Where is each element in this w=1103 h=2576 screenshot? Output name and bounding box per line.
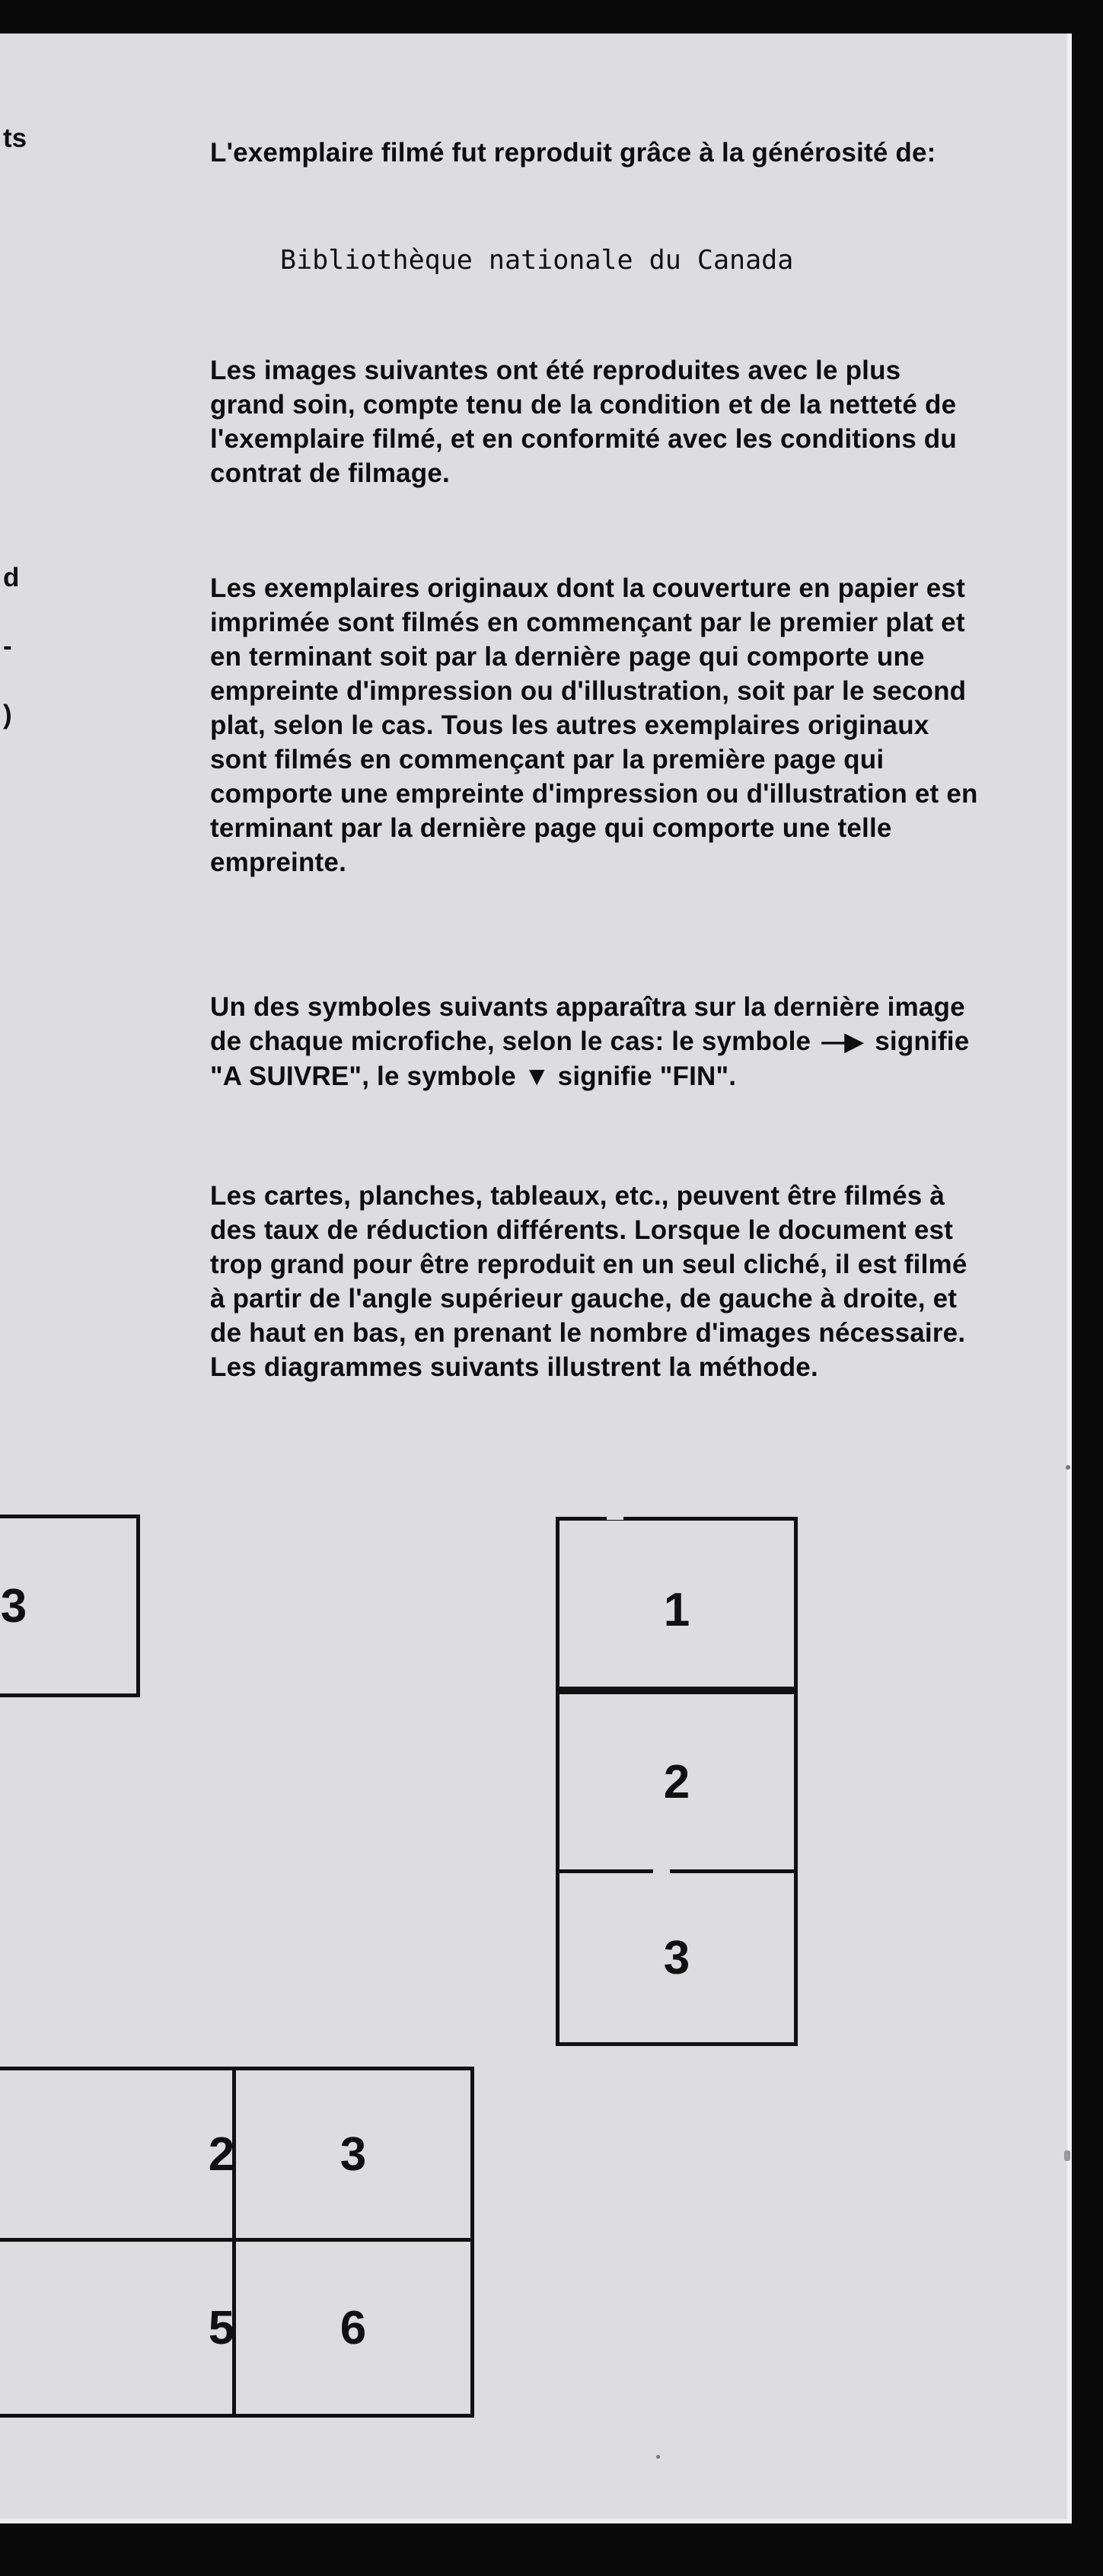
- paragraph-reproduction: Les images suivantes ont été reproduites avec le plus grand soin, compte tenu de la condition et de la netteté de l'exemplaire filmé, et en conformité avec les conditions du contrat de filmage.: [210, 356, 957, 488]
- diagram-frame: [556, 1869, 798, 2046]
- frame-number: 3: [0, 1579, 27, 1633]
- cropped-fragment: ): [3, 700, 12, 729]
- paragraph-originals: Les exemplaires originaux dont la couverture en papier est imprimée sont filmés en commençant par le premier plat et en terminant soit par la dernière page qui comporte une empreinte d'impression ou d'illustration, soit par le second plat, selon le cas. Tous les autres exemplaires originaux sont filmés en commençant par la première page qui comporte une empreinte d'impression ou d'illustration et en terminant par la dernière page qui comporte une telle empreinte.: [210, 573, 978, 877]
- cropped-fragment: d: [3, 563, 20, 592]
- microfilm-page: [0, 34, 1072, 2523]
- diagram-frame: [232, 2067, 474, 2242]
- diagram-frame: [0, 1515, 140, 1697]
- frame-number: 2: [208, 2128, 235, 2181]
- cropped-fragment: ts: [3, 123, 27, 153]
- arrow-right-icon: —▶: [821, 1027, 862, 1056]
- diagram-frame: [0, 2067, 236, 2242]
- frame-number: 3: [663, 1931, 690, 1984]
- scan-speck: [1064, 2150, 1070, 2161]
- cropped-fragment: -: [3, 631, 12, 661]
- intro-text: L'exemplaire filmé fut reproduit grâce à la générosité de:: [210, 138, 936, 168]
- symbols-text-start: Un des symboles suivants apparaîtra sur la dernière image de chaque microfiche, selon le cas: le symbole: [210, 992, 965, 1056]
- diagram-frame: [0, 2238, 236, 2418]
- frame-number: 6: [340, 2301, 367, 2354]
- film-gap: [653, 1866, 670, 1874]
- frame-number: 2: [663, 1755, 690, 1808]
- frame-number: 3: [340, 2128, 367, 2181]
- diagram-frame: [556, 1690, 798, 1873]
- film-gap: [607, 1514, 623, 1520]
- frame-number: 5: [208, 2301, 235, 2354]
- library-name: Bibliothèque nationale du Canada: [280, 245, 794, 276]
- paragraph-method: Les cartes, planches, tableaux, etc., peuvent être filmés à des taux de réduction différents. Lorsque le document est trop grand pour être reproduit en un seul cliché, il est filmé à partir de l'angle supérieur gauche, de gauche à droite, et de haut en bas, en prenant le nombre d'images nécessaire. Les diagrammes suivants illustrent la méthode.: [210, 1181, 968, 1382]
- symbols-text-end: signifie "A SUIVRE", le symbole ▼ signifie "FIN".: [210, 1026, 970, 1091]
- scan-speck: [1066, 1465, 1070, 1470]
- paragraph-symbols: [210, 990, 979, 1093]
- frame-number: 1: [663, 1583, 690, 1636]
- diagram-frame: [556, 1517, 798, 1690]
- diagram-frame: [232, 2238, 474, 2418]
- scan-speck: [656, 2455, 660, 2459]
